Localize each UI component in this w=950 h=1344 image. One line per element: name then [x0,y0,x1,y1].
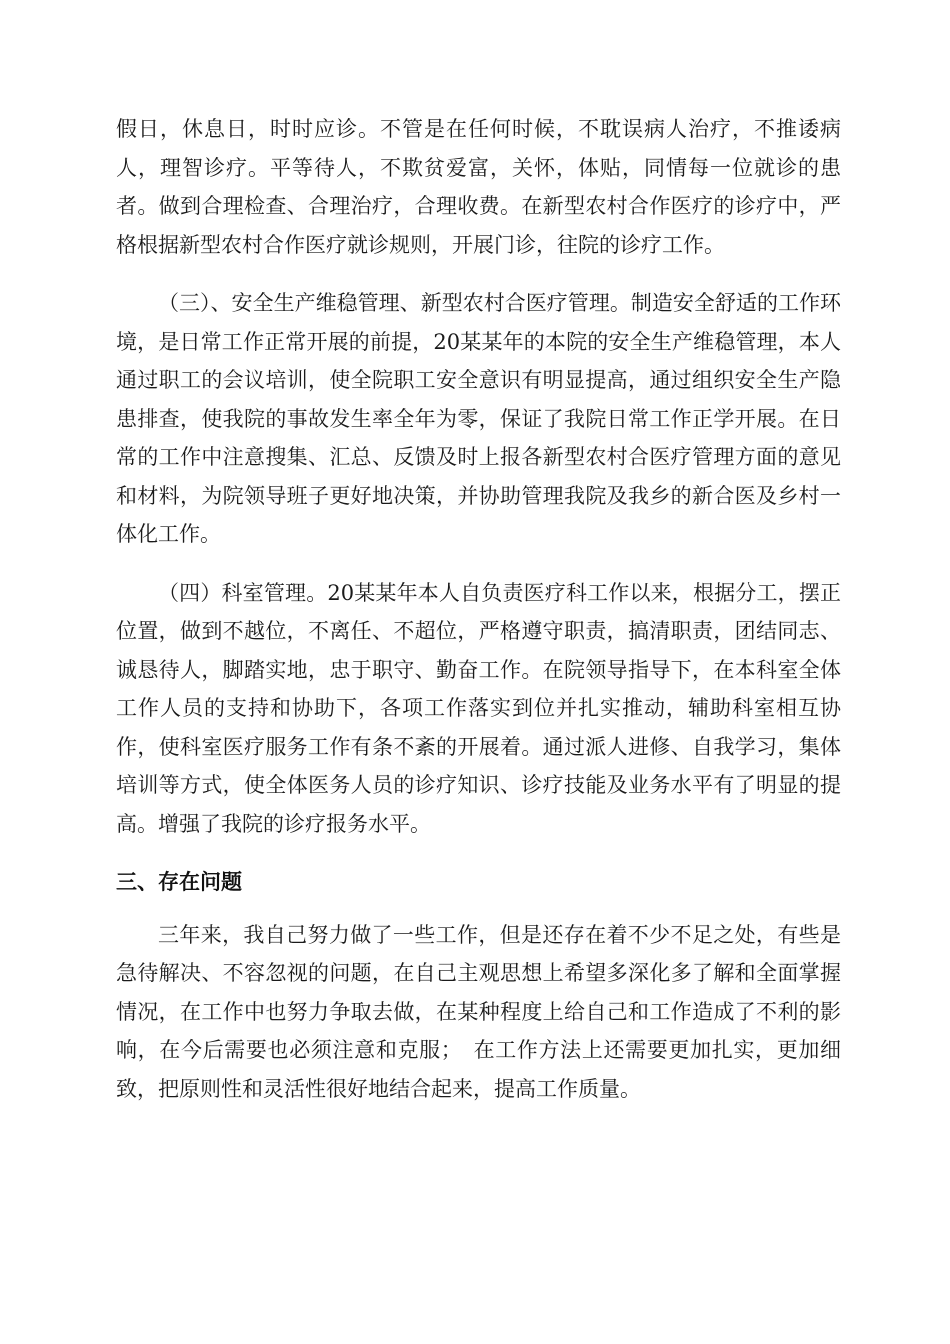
paragraph-existing-problems: 三年来，我自己努力做了一些工作，但是还存在着不少不足之处，有些是急待解决、不容忽视的问题，在自己主观思想上希望多深化多了解和全面掌握情况，在工作中也努力争取去做，在某种程度上给自己和工作造成了不利的影响，在今后需要也必须注意和克服； 在工作方法上还需要更加扎实，更加细致，把原则性和灵活性很好地结合起来，提高工作质量。 [116,922,841,1101]
paragraph-continuation: 假日，休息日，时时应诊。不管是在任何时候，不耽误病人治疗，不推诿病人，理智诊疗。平等待人，不欺贫爱富，关怀，体贴，同情每一位就诊的患者。做到合理检查、合理治疗，合理收费。在新型农村合作医疗的诊疗中，严格根据新型农村合作医疗就诊规则，开展门诊，往院的诊疗工作。 [116,117,841,257]
paragraph-safety-management: （三）、安全生产维稳管理、新型农村合医疗管理。制造安全舒适的工作环境，是日常工作正常开展的前提，20某某年的本院的安全生产维稳管理，本人通过职工的会议培训，使全院职工安全意识有明显提高，通过组织安全生产隐患排查，使我院的事故发生率全年为零，保证了我院日常工作正学开展。在日常的工作中注意搜集、汇总、反馈及时上报各新型农村合医疗管理方面的意见和材料，为院领导班子更好地决策，并协助管理我院及我乡的新合医及乡村一体化工作。 [116,291,841,546]
section-heading-problems: 三、存在问题 [116,870,242,894]
document-body [116,110,841,1128]
paragraph-department-management: （四）科室管理。20某某年本人自负责医疗科工作以来，根据分工，摆正位置，做到不越位，不离任、不超位，严格遵守职责，搞清职责，团结同志、诚恳待人，脚踏实地，忠于职守、勤奋工作。在院领导指导下，在本科室全体工作人员的支持和协助下，各项工作落实到位并扎实推动，辅助科室相互协作，使科室医疗服务工作有条不紊的开展着。通过派人进修、自我学习，集体培训等方式，使全体医务人员的诊疗知识、诊疗技能及业务水平有了明显的提高。增强了我院的诊疗报务水平。 [116,580,841,836]
